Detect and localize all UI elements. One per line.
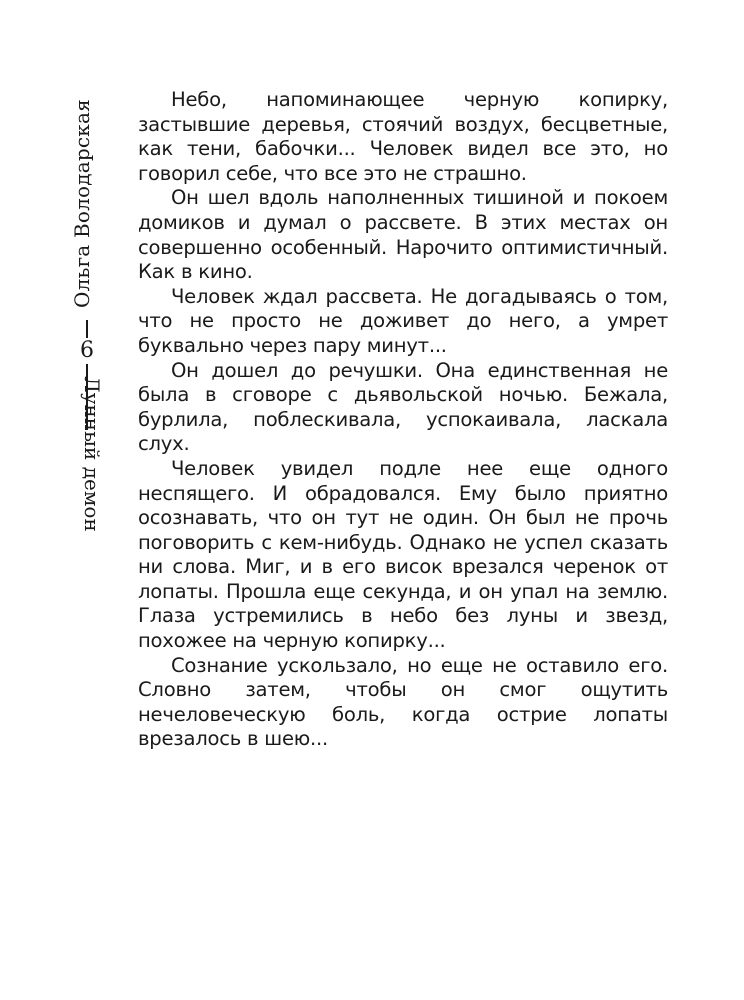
page-number: 6 (74, 338, 100, 364)
paragraph: Человек увидел подле нее еще одного неспящего. И обрадовался. Ему было приятно осознавать, что он тут не один. Он был не прочь поговорить с кем-нибудь. Однако не успел сказать ни слова. Миг, и в его висок врезался черенок от лопаты. Прошла еще секунда, и он упал на землю. Глаза устремились в небо без луны и звезд, похожее на черную копирку... (138, 456, 668, 653)
author-name: Ольга Володарская (70, 99, 94, 308)
body-text (138, 88, 668, 752)
paragraph: Небо, напоминающее черную копирку, застывшие деревья, стоячий воздух, бесцветные, как тени, бабочки... Человек видел все это, но говорил себе, что все это не страшно. (138, 88, 668, 185)
running-header (70, 99, 104, 548)
paragraph: Он дошел до речушки. Она единственная не была в сговоре с дьявольской ночью. Бежала, бурлила, поблескивала, успокаивала, ласкала слух. (138, 358, 668, 456)
book-title: Лунный демон (80, 376, 104, 532)
paragraph: Он шел вдоль наполненных тишиной и покоем домиков и думал о рассвете. В этих местах он совершенно особенный. Нарочито оптимистичный. Как в кино. (138, 186, 668, 284)
paragraph: Сознание ускользало, но еще не оставило его. Словно затем, чтобы он смог ощутить нечеловеческую боль, когда острие лопаты врезалось в шею... (138, 653, 668, 751)
paragraph: Человек ждал рассвета. Не догадываясь о том, что не просто не доживет до него, а умрет буквально через пару минут... (138, 284, 668, 357)
